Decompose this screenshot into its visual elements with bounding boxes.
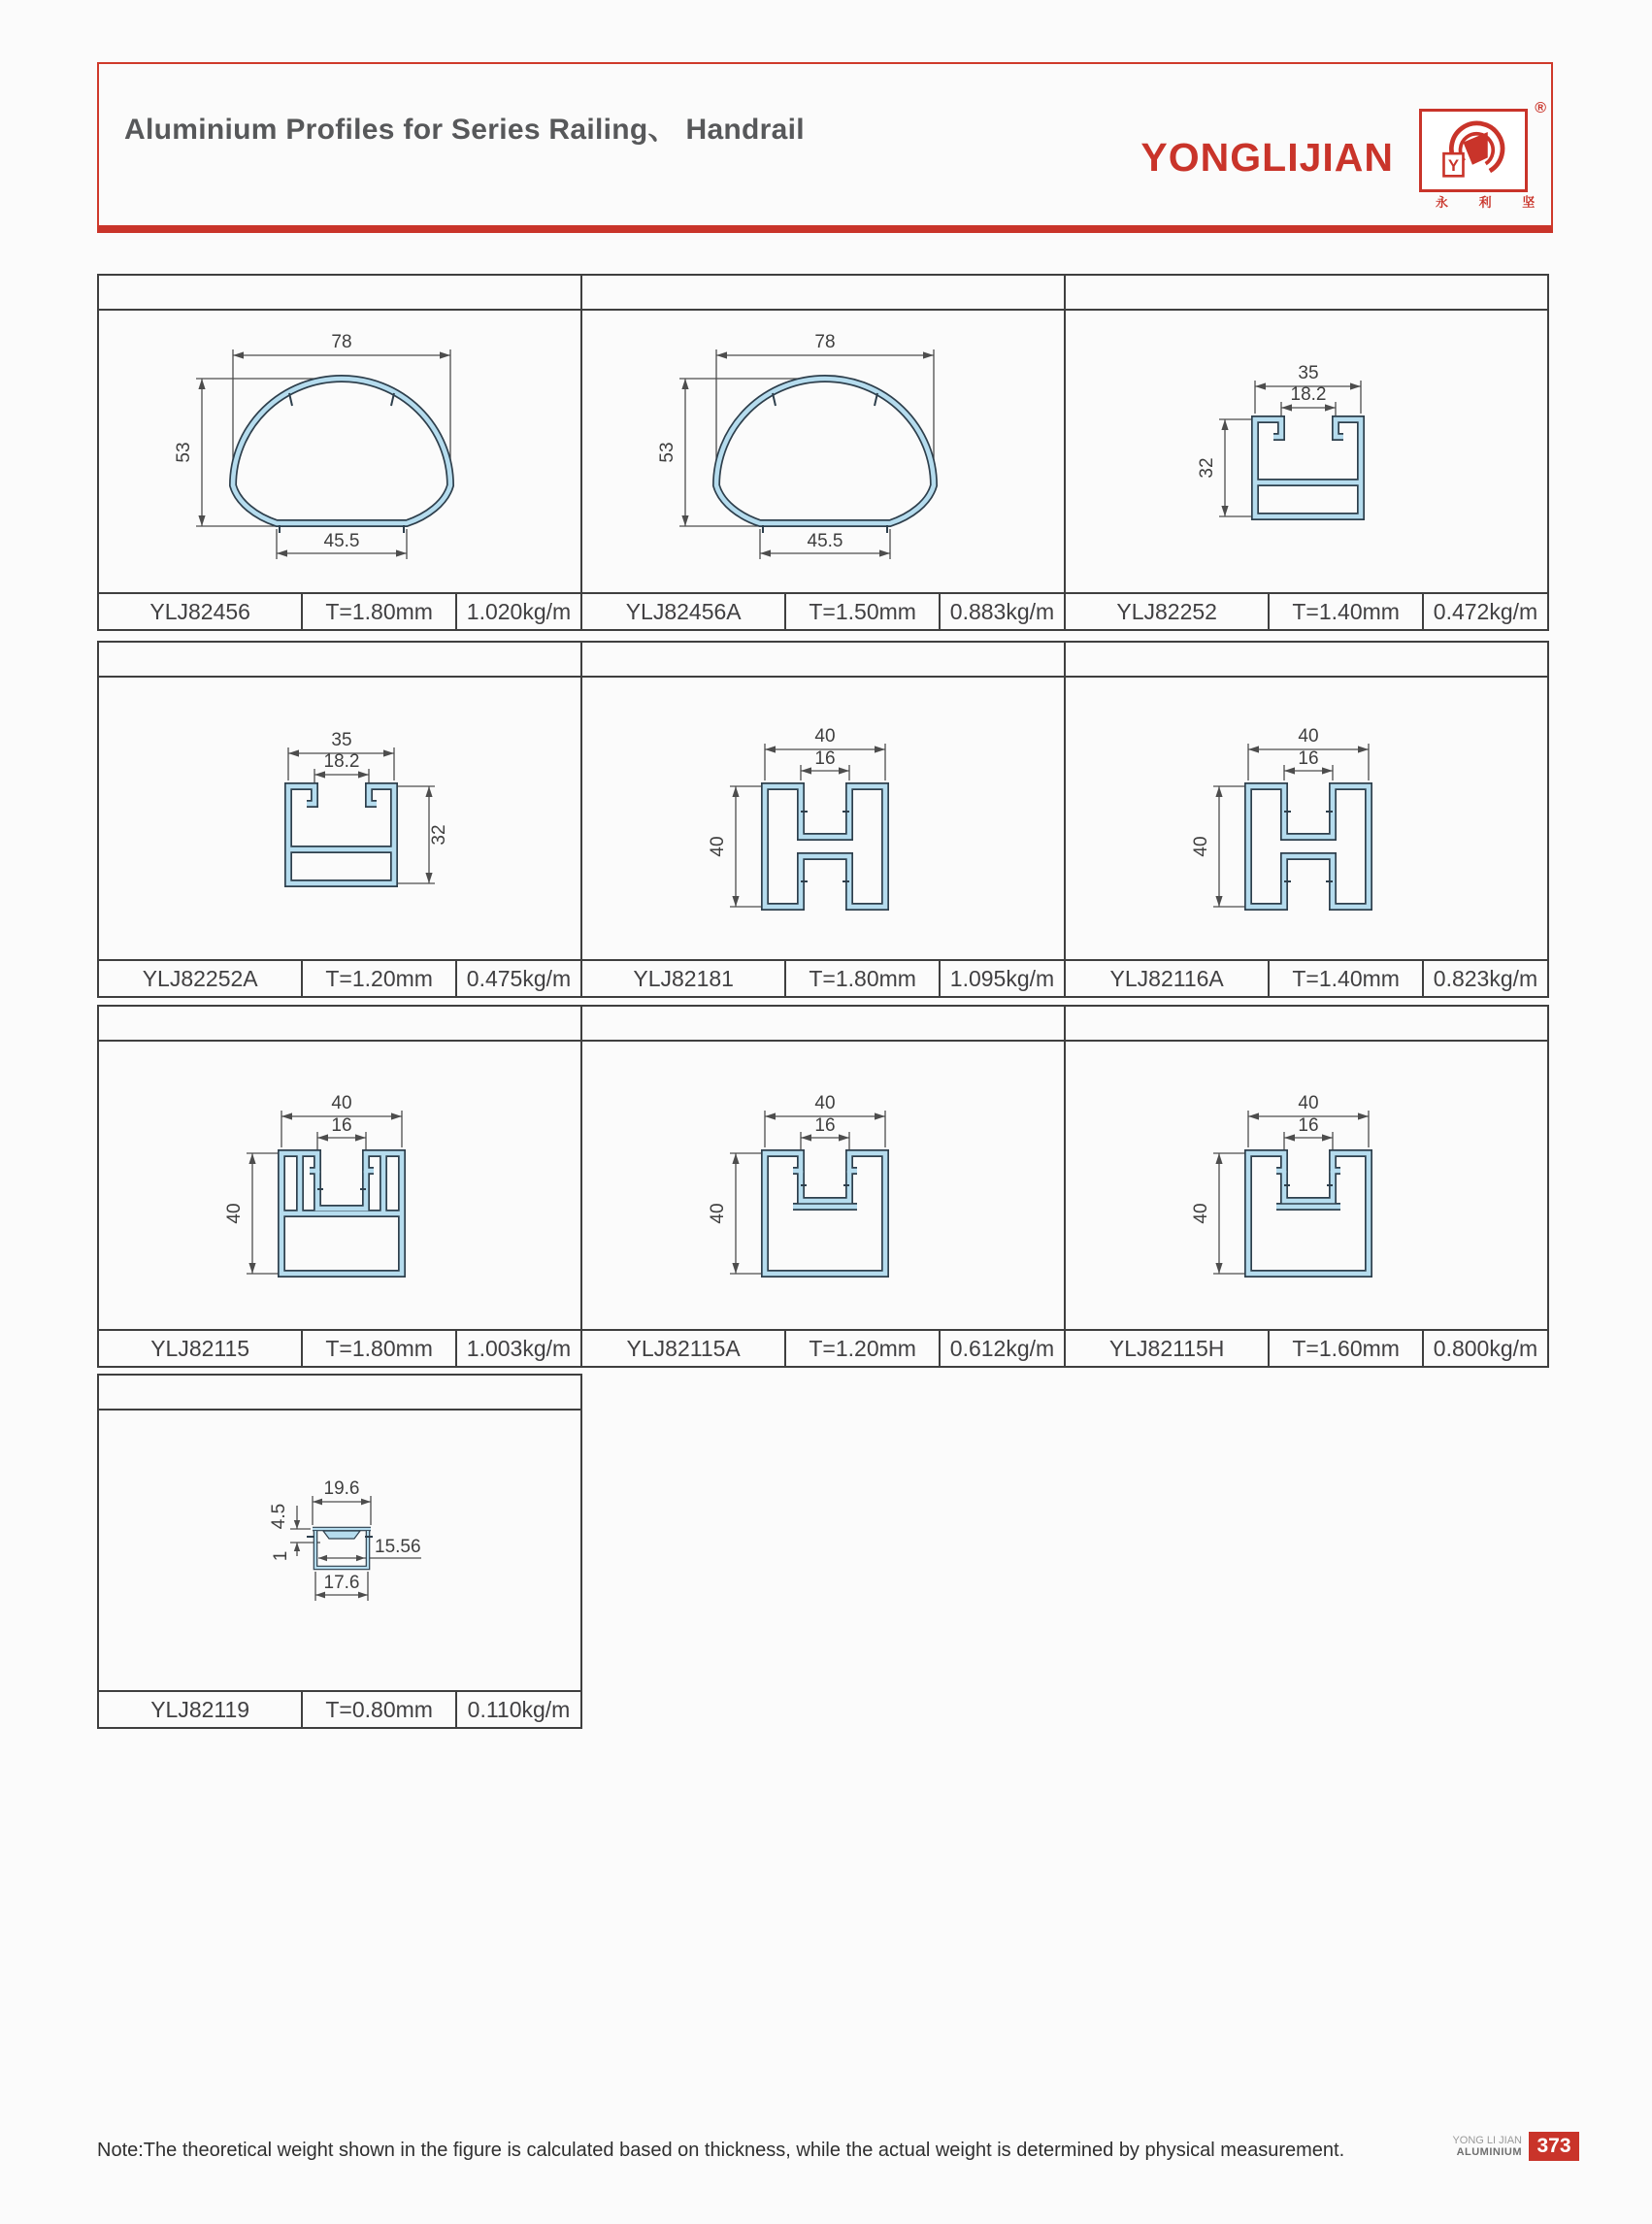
model-label: YLJ82115H: [1108, 1335, 1225, 1361]
profile-cell-ylj82115a: [580, 1005, 1066, 1368]
profile-cell-ylj82116a: [1064, 641, 1549, 998]
dim-slot: 16: [814, 1115, 836, 1136]
profile-cell-ylj82119: [97, 1374, 582, 1729]
cell-header-strip: [582, 276, 1064, 311]
dim-width: 78: [331, 332, 352, 352]
model-label: YLJ82115A: [626, 1335, 741, 1361]
dim-slot: 16: [331, 1115, 352, 1136]
weight-label: 0.110kg/m: [455, 1692, 580, 1727]
dim-inner-width: 15.56: [375, 1537, 421, 1557]
profile-outline: [288, 786, 394, 883]
weight-label: 1.003kg/m: [455, 1331, 580, 1366]
cell-header-strip: [582, 643, 1064, 678]
dim-height: 53: [657, 442, 677, 463]
caption-row: [582, 1329, 1064, 1366]
dim-bottom-width: 17.6: [323, 1573, 360, 1593]
profile-cell-ylj82252: [1064, 274, 1549, 631]
page-title: Aluminium Profiles for Series Railing、 Handrail: [124, 114, 805, 146]
profile-cell-ylj82456a: [580, 274, 1066, 631]
brand-logo: [1140, 100, 1549, 210]
model-label: YLJ82115: [150, 1335, 250, 1361]
dim-slot: 18.2: [323, 751, 360, 772]
dim-height: 53: [174, 442, 194, 463]
cell-header-strip: [99, 1376, 580, 1411]
dim-height: 40: [1191, 1203, 1211, 1224]
dim-lip: 1: [271, 1550, 291, 1562]
dim-top-width: 19.6: [323, 1478, 360, 1499]
model-label: YLJ82119: [150, 1696, 250, 1722]
profile-drawing-ylj82181: [582, 678, 1064, 959]
cell-header-strip: [1066, 643, 1547, 678]
cell-header-strip: [99, 276, 580, 311]
cell-header-strip: [582, 1007, 1064, 1042]
dim-width: 40: [1298, 1093, 1319, 1113]
thickness-label: T=1.20mm: [301, 961, 455, 996]
caption-row: [582, 959, 1064, 996]
model-label: YLJ82252A: [142, 965, 258, 991]
dim-width: 40: [1298, 726, 1319, 747]
thickness-label: T=1.20mm: [784, 1331, 939, 1366]
profile-cell-ylj82181: [580, 641, 1066, 998]
dim-slot: 16: [814, 748, 836, 769]
weight-label: 0.883kg/m: [939, 594, 1064, 629]
dim-width: 78: [814, 332, 836, 352]
profile-outline: [1255, 419, 1361, 516]
thickness-label: T=1.80mm: [301, 594, 455, 629]
profile-outline: [716, 379, 934, 523]
cell-header-strip: [99, 643, 580, 678]
model-label: YLJ82252: [1116, 598, 1217, 624]
profile-outline: [233, 379, 450, 523]
profile-drawing-ylj82116a: [1066, 678, 1547, 959]
dim-slot: 18.2: [1290, 384, 1327, 405]
profile-drawing-ylj82115a: [582, 1042, 1064, 1329]
profile-row-1: [97, 274, 1549, 631]
model-label: YLJ82456: [149, 598, 250, 624]
caption-row: [1066, 592, 1547, 629]
profile-cell-ylj82252a: [97, 641, 582, 998]
profile-cell-ylj82115h: [1064, 1005, 1549, 1368]
dim-height: 40: [708, 1203, 728, 1224]
weight-label: 1.020kg/m: [455, 594, 580, 629]
profile-row-4: [97, 1374, 582, 1729]
dim-slot: 16: [1298, 748, 1319, 769]
dim-bottom: 45.5: [323, 531, 360, 551]
profile-drawing-ylj82115h: [1066, 1042, 1547, 1329]
caption-row: [99, 1329, 580, 1366]
header-box: [97, 62, 1553, 233]
footer-brand-line1: YONG LI JIAN: [1452, 2135, 1522, 2146]
cell-header-strip: [99, 1007, 580, 1042]
dim-height: 40: [224, 1203, 245, 1224]
profile-outline: [765, 786, 885, 907]
dim-width: 40: [814, 1093, 836, 1113]
model-label: YLJ82181: [633, 965, 734, 991]
brand-logo-mark: [1419, 100, 1549, 210]
svg-text:Y: Y: [1447, 156, 1460, 176]
dim-upper-height: 4.5: [269, 1503, 289, 1530]
weight-label: 0.823kg/m: [1422, 961, 1547, 996]
registered-mark: ®: [1535, 100, 1546, 116]
thickness-label: T=1.80mm: [784, 961, 939, 996]
profile-outline: [1248, 1153, 1369, 1274]
dim-bottom: 45.5: [807, 531, 843, 551]
profile-row-3: [97, 1005, 1549, 1368]
profile-drawing-ylj82119: [99, 1411, 580, 1690]
caption-row: [99, 592, 580, 629]
weight-label: 1.095kg/m: [939, 961, 1064, 996]
profile-drawing-ylj82252: [1066, 311, 1547, 592]
profile-drawing-ylj82456: [99, 311, 580, 592]
thickness-label: T=1.60mm: [1268, 1331, 1422, 1366]
cell-header-strip: [1066, 276, 1547, 311]
profile-cell-ylj82456: [97, 274, 582, 631]
thickness-label: T=0.80mm: [301, 1692, 455, 1727]
profile-drawing-ylj82456a: [582, 311, 1064, 592]
cell-header-strip: [1066, 1007, 1547, 1042]
profile-row-2: [97, 641, 1549, 998]
profile-outline: [765, 1153, 885, 1274]
caption-row: [1066, 959, 1547, 996]
caption-row: [1066, 1329, 1547, 1366]
dim-width: 35: [1298, 363, 1319, 383]
weight-label: 0.800kg/m: [1422, 1331, 1547, 1366]
caption-row: [99, 1690, 580, 1727]
profile-drawing-ylj82252a: [99, 678, 580, 959]
model-label: YLJ82456A: [625, 598, 742, 624]
dim-height: 32: [1197, 457, 1217, 479]
profile-outline: [1248, 786, 1369, 907]
model-label: YLJ82116A: [1109, 965, 1224, 991]
caption-row: [582, 592, 1064, 629]
dim-height: 40: [1191, 836, 1211, 857]
dim-width: 40: [814, 726, 836, 747]
dim-height: 32: [429, 824, 449, 846]
dim-width: 35: [331, 730, 352, 750]
dim-width: 40: [331, 1093, 352, 1113]
footer-note: Note:The theoretical weight shown in the figure is calculated based on thickness, while the actual weight is determined by physical measurement.: [97, 2140, 1345, 2161]
brand-text: YONGLIJIAN: [1140, 135, 1394, 180]
profile-cell-ylj82115: [97, 1005, 582, 1368]
dim-height: 40: [708, 836, 728, 857]
profile-drawing-ylj82115: [99, 1042, 580, 1329]
caption-row: [99, 959, 580, 996]
thickness-label: T=1.50mm: [784, 594, 939, 629]
weight-label: 0.475kg/m: [455, 961, 580, 996]
brand-emblem-icon: [1422, 112, 1525, 189]
thickness-label: T=1.40mm: [1268, 594, 1422, 629]
thickness-label: T=1.80mm: [301, 1331, 455, 1366]
footer-brand-block: [1452, 2132, 1579, 2161]
weight-label: 0.472kg/m: [1422, 594, 1547, 629]
dim-slot: 16: [1298, 1115, 1319, 1136]
brand-chinese: 永 利 坚: [1436, 195, 1549, 210]
thickness-label: T=1.40mm: [1268, 961, 1422, 996]
page-number-badge: 373: [1529, 2132, 1579, 2161]
weight-label: 0.612kg/m: [939, 1331, 1064, 1366]
footer-brand-text: [1452, 2135, 1522, 2158]
footer-brand-line2: ALUMINIUM: [1456, 2146, 1522, 2158]
